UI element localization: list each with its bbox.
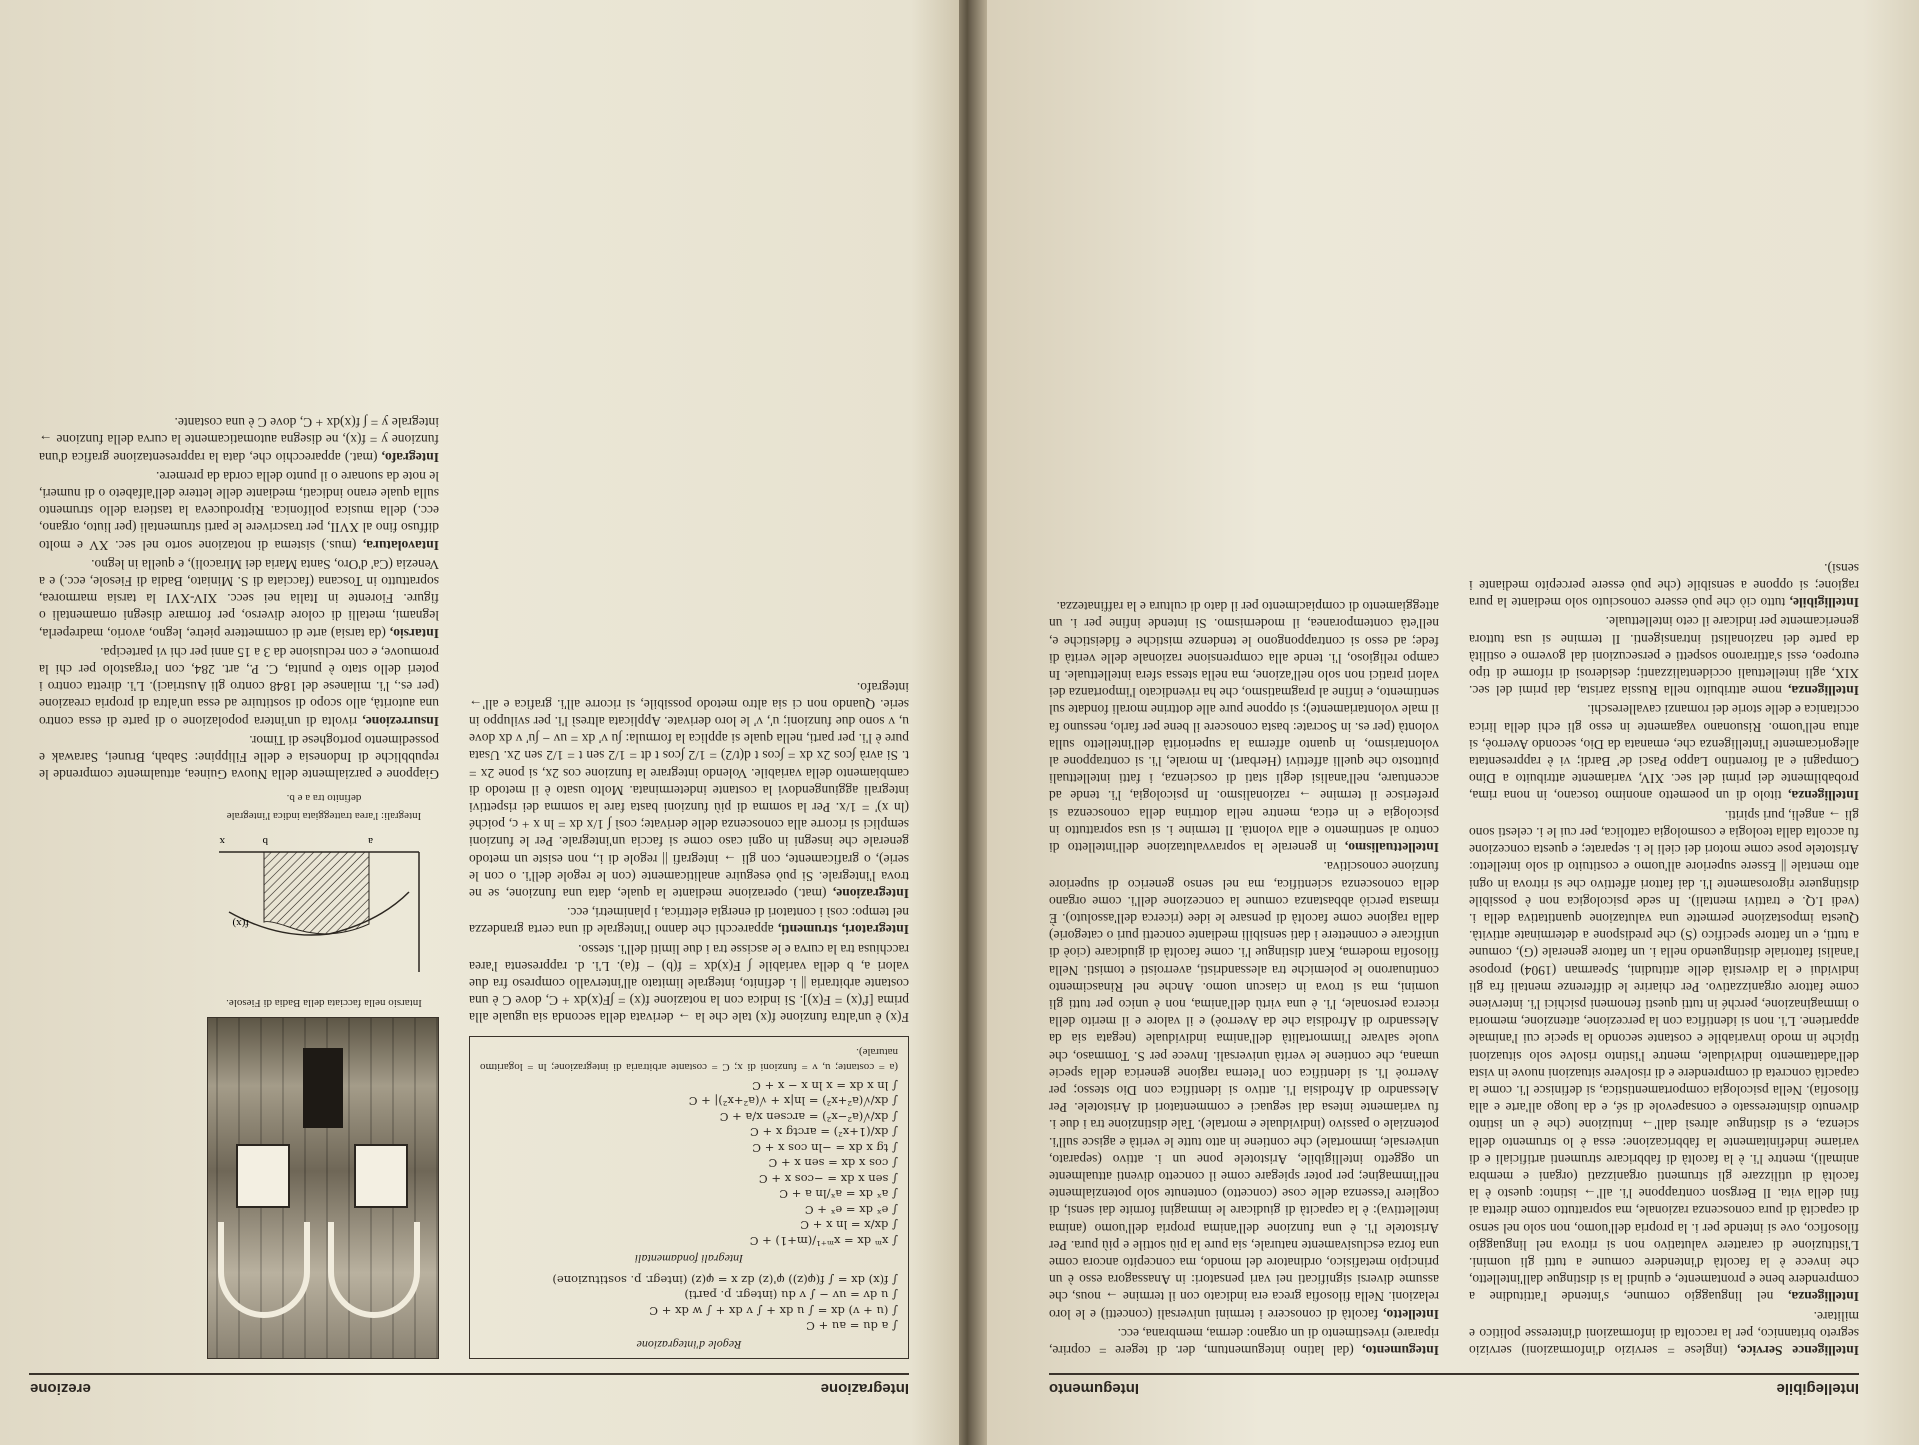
entry-headword: Intelligenza, [1788, 1289, 1859, 1305]
header-rule [1049, 1373, 1859, 1375]
dictionary-entry [39, 414, 439, 466]
formula-line: ∫ cos x dx = sen x + C [768, 1156, 898, 1171]
entry-text: titolo di un poemetto anonimo toscano, in nona rima, probabilmente dei primi del sec. XIV, variamente attribuito a Dino Compagni e al fiorentino Lappo Pasci de' Bardi; vi è rappresentata allegoricamente l'intelligenza che, emanata da Dio, secondo Averroè, si attua nell'uomo. Risuonano vagamente in esso gli echi della lirica occitanica e delle storie dei romanzi cavallereschi. [1468, 702, 1859, 804]
right-page-column-side [39, 412, 439, 1359]
formula-line: ∫ (u + v) dx = ∫ u dx + ∫ v dx + ∫ w dx + C [649, 1304, 898, 1318]
formula-line: ∫ tg x dx = −ln cos x + C [752, 1141, 898, 1155]
entry-text: (mat.) operazione mediante la quale, data una funzione, se ne trova l'integrale. Si può eseguire analiticamente (con le regole dell'i. o con le serie), o graficamente, con gli → integrafi || regole di i., non esiste un metodo generale che insegni in ogni caso come si faccia un'integrale. Per le funzioni semplici si ricorre alla conoscenza delle derivate; così ∫ 1/x dx = ln x + c, poiché (ln x)' = 1/x. Per la somma di più funzioni basta fare la somma dei rispettivi integrali aggiungendovi la costante indeterminata. Molto usato è il metodo di cambiamento della variabile. Volendo integrare la funzione cos 2x, si pone 2x = t. Si avrà ∫cos 2x dx = ∫cos t d(t/2) = 1/2 ∫cos t dt = 1/2 sen t = 1/2 sen 2x. Usata pure è l'i. per parti, nella quale si applica la formula: ∫u v' dx = uv − ∫u' v dx dove u, v sono due funzioni; u', v' le loro derivate. Applicata altresì l'i. per sviluppo in serie. Quando non ci sia altro metodo possibile, si ricorre all'i. grafica e all'→ integrafo. [469, 679, 909, 902]
dictionary-entry [1049, 858, 1439, 1322]
graph-label-b: b [262, 834, 268, 847]
right-page-main-text [469, 678, 909, 1026]
running-head-left: Intellegibile [1776, 1380, 1859, 1397]
formula-line: ∫ dx/√(a²−x²) = arcsen x/a + C [719, 1110, 898, 1124]
entry-headword: Intavolatura, [362, 537, 439, 553]
dictionary-entry [1469, 560, 1859, 612]
formula-line: ∫ a du = au + C [806, 1319, 898, 1334]
formula-line: ∫ dx/x = ln x + C [800, 1218, 898, 1233]
photo-caption: Intarsio nella facciata della Badia di Fiesole. [226, 997, 422, 1009]
formula-line: ∫ dx/(1+x²) = arctg x + C [749, 1125, 898, 1140]
entry-headword: Integrazione, [832, 886, 909, 902]
entry-text: (inglese = servizio d'informazioni) servizio segreto britannico, per la raccolta di informazioni d'interesse politico e militare. [1469, 1308, 1859, 1358]
entry-headword: Intelligibile, [1789, 595, 1859, 611]
right-page-column-main [469, 676, 909, 1359]
formula-line: ∫ f(x) dx = ∫ f(φ(z)) φ'(z) dz x = φ(z) (integr. p. sostituzione) [552, 1273, 898, 1287]
left-page-column-2 [1049, 596, 1439, 1359]
graph-hatched-area [264, 852, 369, 934]
entry-headword: Intellettualismo, [1344, 840, 1439, 856]
integration-rules-box [469, 1037, 909, 1360]
dictionary-entry [1469, 1307, 1859, 1359]
box-subtitle: Integrali fondamentali [634, 1252, 744, 1267]
entry-text: (dal latino integumentum, der. di tegere = coprire, riparare) rivestimento di un organo: derma, membrana, ecc. [1049, 1325, 1439, 1358]
box-title: Regole d'integrazione [636, 1338, 742, 1352]
formula-line: ∫ u dv = uv − ∫ v du (integr. p. parti) [684, 1288, 898, 1303]
photo-arch-right [218, 1222, 310, 1318]
intarsio-photo [207, 1017, 439, 1359]
box-note: (a = costante; u, v = funzioni di x; C = costante arbitraria di integrazione; ln = logaritmo naturale). [480, 1046, 898, 1074]
dictionary-entry [1469, 701, 1859, 804]
entry-text: Giappone e parzialmente della Nuova Guinea, attualmente comprende le repubbliche di Indonesia e delle Filippine: Sabah, Brunei, Sarawak e possedimento portoghese di Timor. [39, 732, 439, 783]
dictionary-entry [39, 556, 439, 642]
entry-headword: Insurrezione, [362, 713, 439, 729]
running-head-left-outer: Integumento [1049, 1380, 1139, 1397]
running-head-right-inner: Integrazione [820, 1380, 909, 1397]
dictionary-entry [1049, 1325, 1439, 1359]
entry-text: facoltà di conoscere i termini universali (concetti) e le loro relazioni. Nella filosofia greca era indicato con il termine → nous, che assume diversi significati nei vari pensatori: in Anassagora esso è un principio metafisico, ordinatore del mondo, ma concepito ancora come una forza esclusivamente naturale, sia pure la più sottile e più pura. Per Aristotele l'i. è una funzione dell'anima propria dell'uomo (anima intellettiva): è la capacità di giudicare le immagini fornite dai sensi, di cogliere l'essenza delle cose (concetto) contenute solo potenzialmente nell'immagine; per poter spiegare come il concetto diventi attualmente un oggetto intelligibile, Aristotele pone un i. attivo (separato, universale, immortale) che contiene in atto tutte le verità e agisce sull'i. potenziale o passivo (individuale e mortale). Tale distinzione tra i due i. fu variamente intesa dai seguaci e commentatori di Aristotele. Per Alessandro di Afrodisia l'i. attivo si identifica con Dio stesso; per Averroè l'i. si identifica con l'eterna ragione generica della specie umana, che contiene le verità universali. Invece per S. Tommaso, che vuole salvare l'immortalità dell'anima individuale (negata sia da Alessandro di Afrodisia che da Averroè) e il valore e il merito della ricerca personale, l'i. è una virtù dell'anima, non è unico per tutti gli uomini, ma si trova in ciascun uomo. Anche nel Rinascimento continuarono le polemiche tra alessandristi, averroisti e tomisti. Nella filosofia moderna, Kant distingue l'i. come facoltà di giudicare (cioè di unificare e connettere i dati sensibili mediante concetti puri o categorie) dalla ragione come facoltà di pensare le idee (ricerca dell'assoluto). È rimasta perciò abbastanza comune la concezione dell'i. come organo della conoscenza scientifica, ma nel senso generico di superiore funzione conoscitiva. [1049, 859, 1439, 1322]
entry-headword: Integratori, strumenti, [777, 922, 909, 938]
entry-headword: Intelligenza, [1788, 788, 1859, 804]
dictionary-entry [469, 940, 909, 1026]
photo-window-right [236, 1144, 290, 1208]
left-page [979, 0, 1919, 1445]
entry-text: nel linguaggio comune, s'intende l'attitudine a comprendere bene e prontamente, e quindi la si distingue dall'intelletto, che invece è la facoltà d'intendere comune a tutti gli uomini. L'istituzione di carattere valutativo non si ritrova nel linguaggio filosofico, ove si intende per i. la propria dell'uomo, non solo nel senso di capacità di pura conoscenza razionale, ma soprattutto come diretta ai fini della vita. Il Bergson contrappone l'i. all'→ istinto: questo è la facoltà di utilizzare gli strumenti organizzati (organi e membra animali), mentre l'i. è la facoltà di fabbricare strumenti artificiali e di variarne indefinitamente la fabbricazione: essa è lo strumento della scienza, e si distingue altresì dall'→ intuizione (che è un istinto divenuto disinteressato e consapevole di sé, e da luogo all'arte e alla filosofia). Nella psicologia comportamentistica, si definisce l'i. come la capacità concreta di comprendere e di risolvere situazioni nuove in vista dell'adattamento individuale, mentre l'istinto risolve solo situazioni tipiche in modo invariabile e costante secondo la specie cui l'animale appartiene. L'i. non si identifica con la percezione, attenzione, memoria o immaginazione, perché in tutti questi fenomeni psichici l'i. interviene come fattore organizzativo. Per chiarire le differenze mentali fra gli individui e la diversità delle attitudini, Spearman (1904) propose l'analisi fattoriale distinguendo nella i. un fattore generale (G), comune a tutti, e un fattore specifico (S) che predispone a determinate attività. Questa impostazione permette una valutazione quantitativa della i. (vedi I.Q. e trattivi mentali). In sede psicologica non è possibile distinguere rigorosamente l'i. dai fattori affettivo che si ritrova in ogni atto mentale || Essere superiore all'uomo e costituito di solo intelletto: Aristotele pose come motori dei cieli le i. separate; e questa concezione fu accolta dalla teologia e cosmologia cattolica, per cui le i. celesti sono gli → angeli, puri spiriti. [1469, 807, 1859, 1305]
graph-curve-label: f(x) [232, 916, 249, 929]
entry-headword: Intelligenza, [1788, 683, 1859, 699]
photo-arch-left [328, 1222, 420, 1318]
graph-caption: Integrali: l'area tratteggiata indica l'integrale definito tra a e b. [226, 792, 422, 822]
left-page-column-1 [1469, 558, 1859, 1359]
box-integrals-list [480, 1078, 898, 1249]
entry-text: rivolta di un'intera popolazione o di parte di essa contro una autorità, allo scopo di sostituire ad essa un'altra di propria creazione (per es., l'i. milanese del 1848 contro gli Austriaci). L'i. diretta contro i poteri dello stato è punita, C. P., art. 284, con l'ergastolo per chi la promuove, e con reclusione da 3 a 15 anni per chi vi partecipa. [39, 644, 439, 729]
formula-line: ∫ eˣ dx = eˣ + C [804, 1203, 898, 1217]
dictionary-entry [39, 732, 439, 784]
entry-headword: Intelligence Service, [1737, 1343, 1859, 1358]
dictionary-entry [39, 644, 439, 730]
entry-text: tutto ciò che può essere conosciuto solo mediante la pura ragione; si oppone a sensibile (che può essere percepito mediante i sensi). [1469, 560, 1859, 611]
entry-text: (mat.) apparecchio che, data la rappresentazione grafica d'una funzione y = f(x), ne disegna automaticamente la curva della funzione → integrale y = ∫ f(x)dx + C, dove C è una costante. [39, 415, 439, 465]
right-page [0, 0, 959, 1445]
photo-window-left [354, 1144, 408, 1208]
dictionary-entry [39, 468, 439, 554]
entry-text: in generale la sopravvalutazione dell'intelletto di contro al sentimento e alla volontà. Il termine i. si usa soprattutto in psicologia e in etica, mentre nella dottrina della conoscenza si preferisce il termine → razionalismo. In psicologia, l'i. tende ad accentuare, nell'analisi degli stati di coscienza, i fatti intellettuali piuttosto che quelli affettivi (Herbart). In morale, l'i. si contrappone al volontarismo, in quanto afferma la superiorità dell'intelletto sulla volontà (per es. in Socrate: basta conoscere il bene per farlo, nessuno fa il male volontariamente); si oppone pure alle dottrine morali fondate sul sentimento, e infine al pragmatismo, che ha rivendicato l'importanza dei valori pratici non solo nell'azione, ma nella stessa sfera intellettuale. In campo religioso, l'i. tende alla comprensione razionale delle verità di fede; ad esso si contrappongono le tendenze mistiche e fideistiche e, nell'età contemporanea, il modernismo. Si intende infine per i. un atteggiamento di compiacimento per il dato di cultura e la raffinatezza. [1049, 599, 1439, 856]
entry-text: F(x) è un'altra funzione f(x) tale che la → derivata della seconda sia uguale alla prima [f'(x) = F(x)]. Si indica con la notazione f(x) = ∫F(x)dx + C, dove C è una costante arbitraria || i. definito, integrale limitato all'intervallo compreso fra due valori a, b della variabile ∫ F(x)dx = f(b) − f(a). L'i. d. rappresenta l'area racchiusa tra la curva e le ascisse tra i due limiti dell'i. stesso. [469, 941, 909, 1026]
formula-line: ∫ ln x dx = x ln x − x + C [752, 1079, 898, 1093]
running-head-right: erezione [30, 1380, 91, 1397]
photo-door [303, 1048, 343, 1128]
formula-line: ∫ aˣ dx = aˣ/ln a + C [779, 1187, 898, 1202]
entry-text: (da tarsia) arte di commettere pietre, legno, avorio, madreperla, legnami, metalli di colore diverso, per formare disegni ornamentali o figure. Fiorente in Italia nei secc. XIV-XVI la tarsia marmorea, soprattutto in Toscana (facciata di S. Miniato, Badia di Fiesole, ecc.) e a Venezia (Ca' d'Oro, Santa Maria dei Miracoli), e quella in legno. [38, 556, 439, 641]
entry-headword: Integrafo, [381, 449, 439, 465]
graph-label-x: x [219, 834, 225, 847]
header-rule-right [29, 1373, 909, 1375]
formula-line: ∫ xᵐ dx = xᵐ⁺¹/(m+1) + C [749, 1234, 898, 1248]
entry-text: (mus.) sistema di notazione sorto nel sec. XV e molto diffuso fino al XVII, per trascrivere le parti strumentali (per liuto, organo, ecc.) della musica polifonica. Riproduceva la tastiera dello strumento sulla quale erano indicati, mediante delle lettere dell'alfabeto o di numeri, le note da suonare o il punto della corda da premere. [39, 468, 439, 553]
dictionary-entry [1469, 807, 1859, 1306]
dictionary-entry [469, 678, 909, 902]
formula-line: ∫ dx/√(a²+x²) = ln|x + √(a²+x²)| + C [688, 1094, 898, 1109]
dictionary-entry [1049, 598, 1439, 856]
box-rules-list [480, 1272, 898, 1334]
dictionary-entry [469, 904, 909, 938]
entry-headword: Intarsio, [389, 625, 439, 641]
dictionary-entry [1469, 613, 1859, 699]
right-page-side-text [39, 414, 439, 783]
entry-text: nome attribuito nella Russia zarista, dai primi del sec. XIX, agli intellettuali occidentalizzanti; desiderosi di riforme di tipo europeo, essi s'attirarono sospetti e persecuzioni dal governo e ostilità da parte dei nazionalisti intransigenti. Il termine si usa tuttora genericamente per indicare il ceto intellettuale. [1468, 614, 1859, 699]
integral-graph [209, 832, 439, 982]
graph-label-a: a [368, 834, 373, 847]
entry-headword: Integumento, [1362, 1343, 1439, 1358]
formula-line: ∫ sen x dx = −cos x + C [758, 1172, 898, 1186]
entry-headword: Intelletto, [1383, 1306, 1439, 1322]
entry-text: apparecchi che danno l'integrale di una certa grandezza nel tempo: così i contatori di energia elettrica, i planimetri, ecc. [469, 905, 909, 938]
